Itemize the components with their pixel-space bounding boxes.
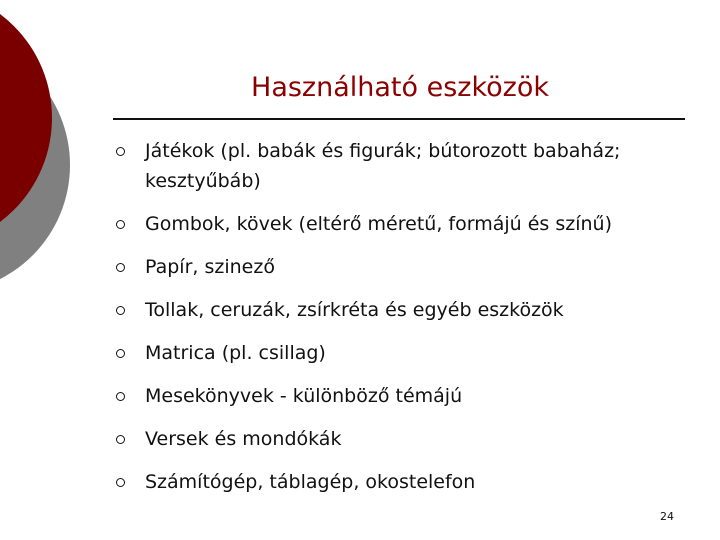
bullet-item	[116, 295, 696, 325]
bullet-item	[116, 338, 696, 368]
bullet-text: Játékok (pl. babák és figurák; bútorozott babaház; kesztyűbáb)	[145, 140, 621, 192]
hollow-circle-icon	[116, 435, 125, 444]
bullet-item	[116, 252, 696, 282]
hollow-circle-icon	[116, 392, 125, 401]
bullet-item	[116, 467, 696, 497]
hollow-circle-icon	[116, 147, 125, 156]
bullet-item	[116, 424, 696, 454]
hollow-circle-icon	[116, 306, 125, 315]
hollow-circle-icon	[116, 263, 125, 272]
bullet-text: Számítógép, táblagép, okostelefon	[145, 471, 476, 493]
bullet-text: Tollak, ceruzák, zsírkréta és egyéb eszközök	[145, 299, 564, 321]
slide-title: Használható eszközök	[251, 72, 549, 103]
bullet-list	[116, 136, 696, 510]
decorative-circles	[0, 0, 120, 300]
bullet-text: Mesekönyvek - különböző témájú	[145, 385, 463, 407]
hollow-circle-icon	[116, 478, 125, 487]
bullet-text: Versek és mondókák	[145, 428, 342, 450]
hollow-circle-icon	[116, 220, 125, 229]
bullet-item	[116, 381, 696, 411]
hollow-circle-icon	[116, 349, 125, 358]
bullet-text: Matrica (pl. csillag)	[145, 342, 326, 364]
bullet-text: Gombok, kövek (eltérő méretű, formájú és színű)	[145, 213, 612, 235]
bullet-item	[116, 136, 696, 196]
page-number: 24	[660, 510, 674, 523]
bullet-text: Papír, szinező	[145, 256, 275, 278]
bullet-item	[116, 209, 696, 239]
title-divider	[113, 118, 685, 120]
